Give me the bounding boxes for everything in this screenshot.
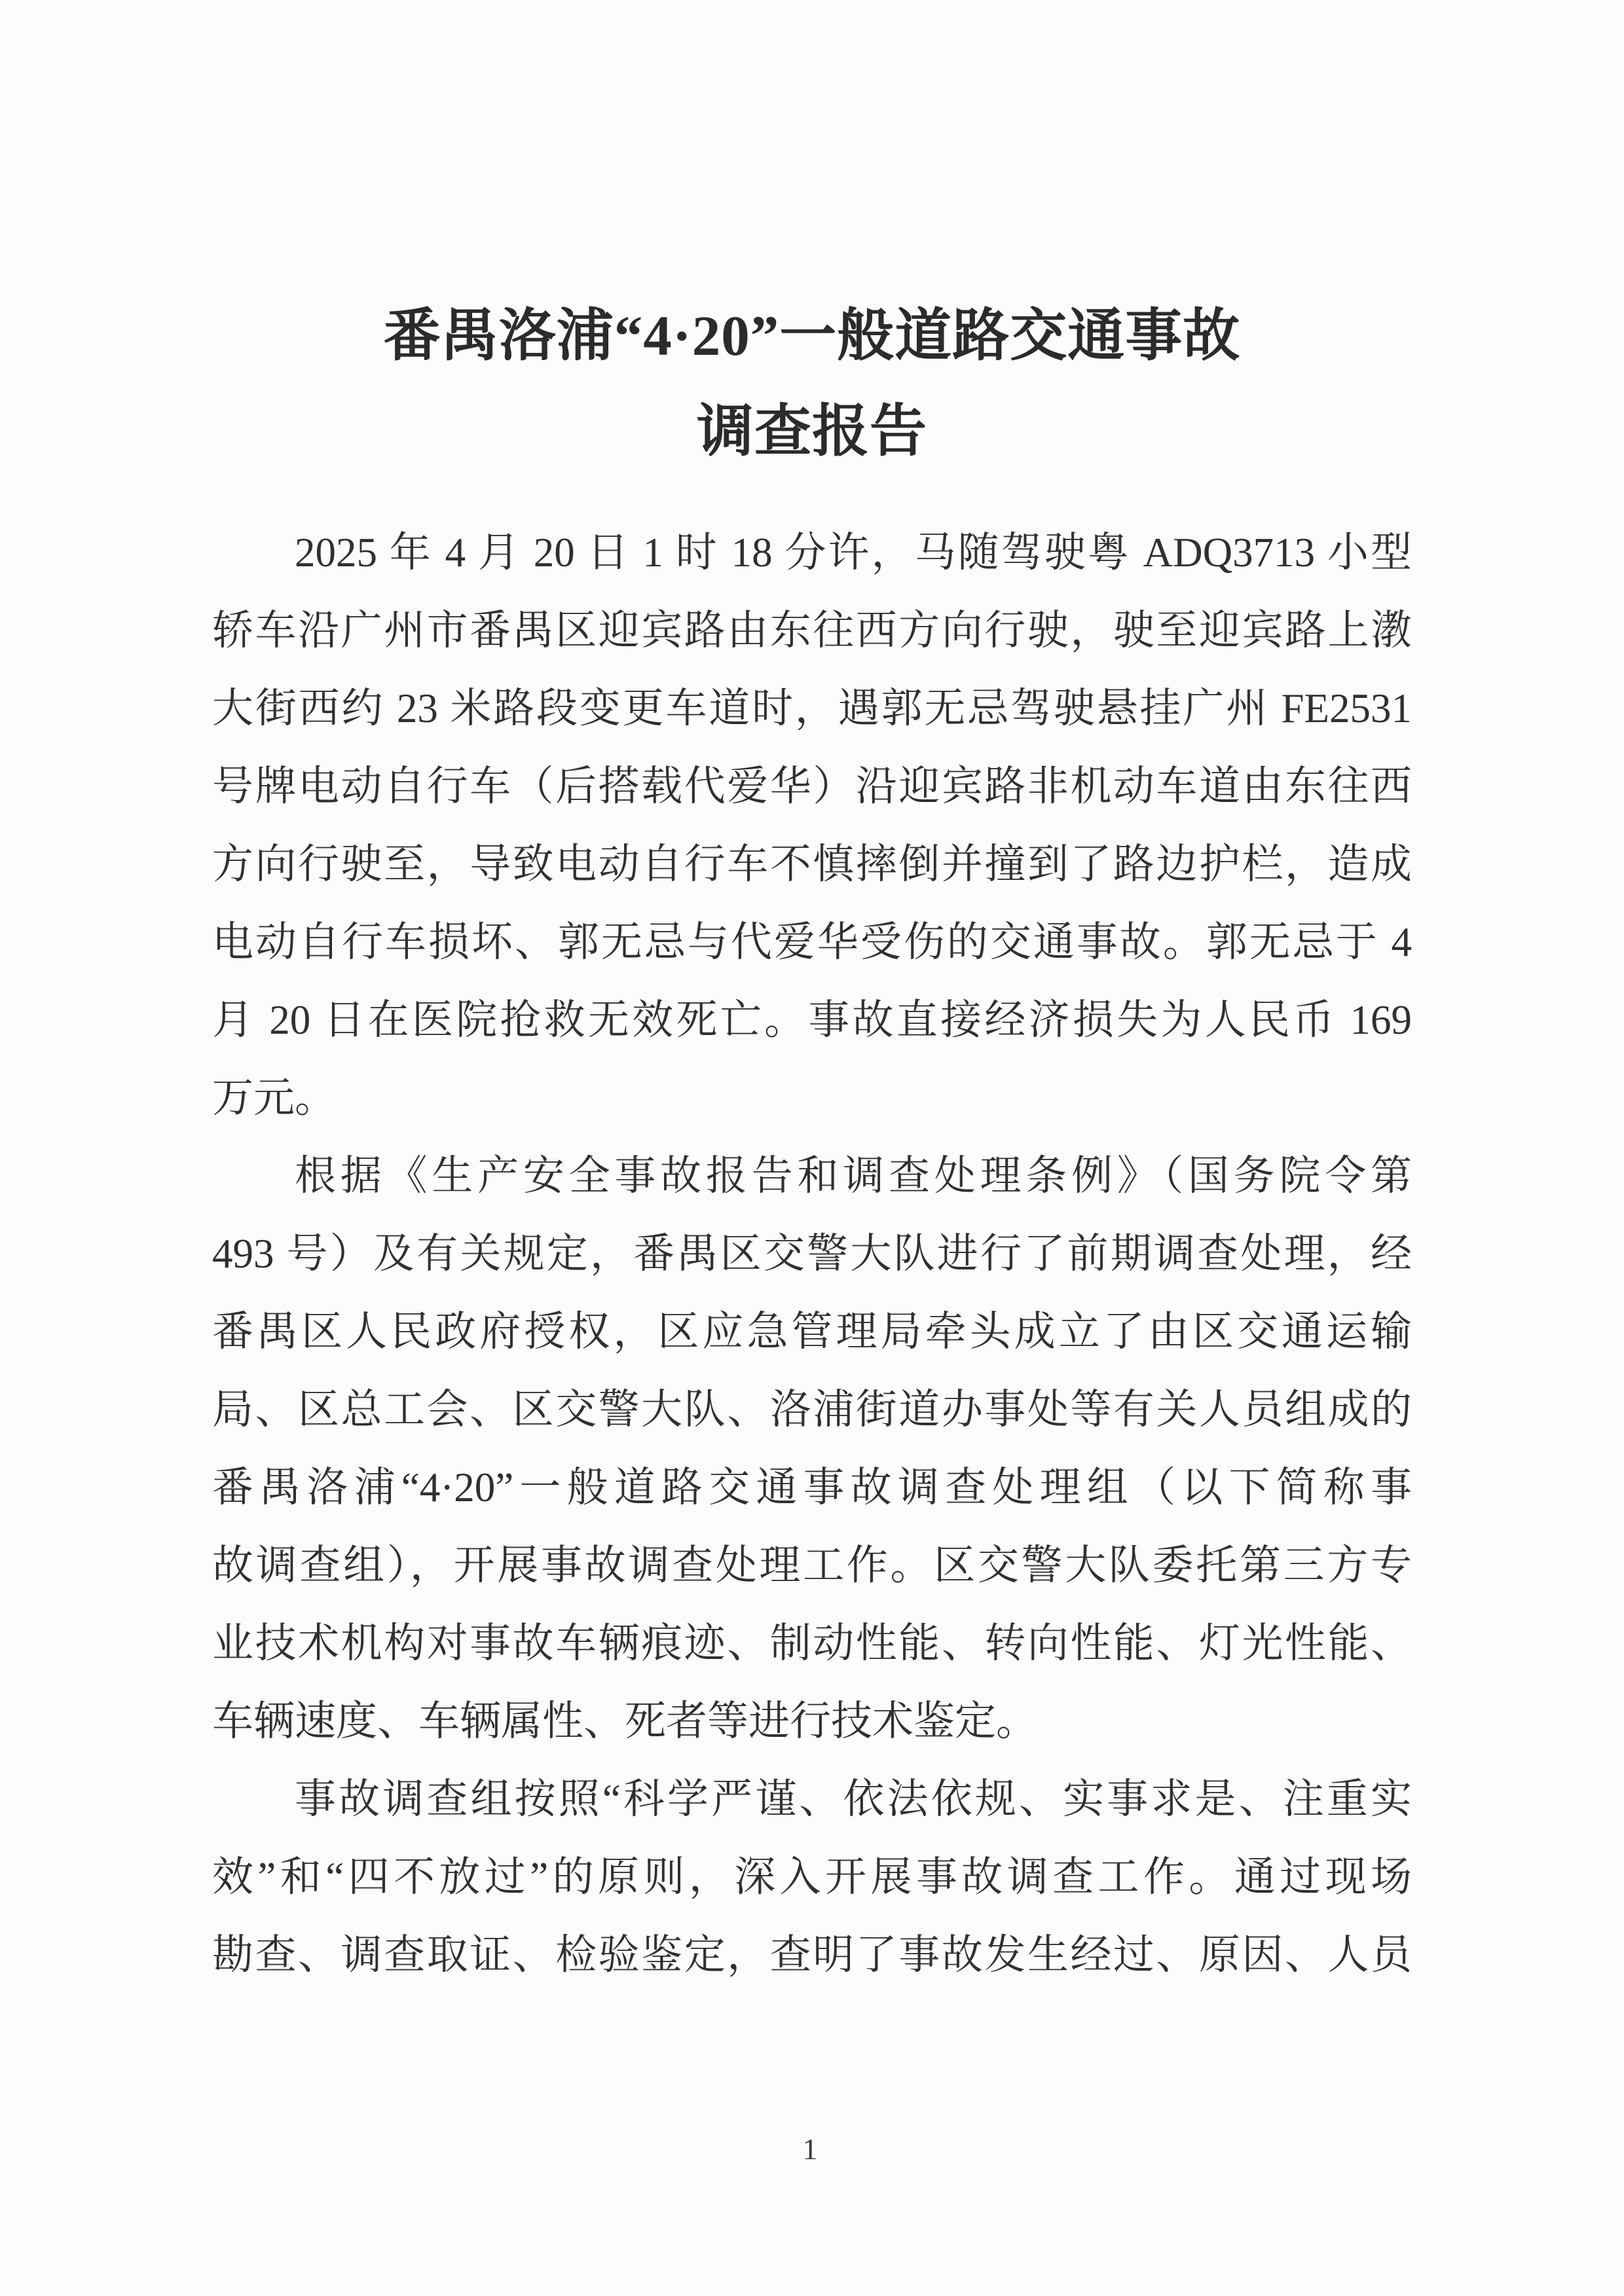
body-line: 番禺洛浦“4·20”一般道路交通事故调查处理组（以下简称事 (212, 1465, 1412, 1510)
report-title (0, 288, 1624, 479)
page-number: 1 (802, 2132, 818, 2166)
body-line: 大街西约 23 米路段变更车道时，遇郭无忌驾驶悬挂广州 FE2531 (212, 685, 1412, 731)
body-line: 番禺区人民政府授权，区应急管理局牵头成立了由区交通运输 (212, 1309, 1412, 1355)
body-line: 号牌电动自行车（后搭载代爱华）沿迎宾路非机动车道由东往西 (212, 763, 1412, 809)
body-line: 493 号）及有关规定，番禺区交警大队进行了前期调查处理，经 (212, 1231, 1412, 1277)
body-line: 事故调查组按照“科学严谨、依法依规、实事求是、注重实 (295, 1776, 1412, 1822)
paragraph-investigation-team (212, 1137, 1412, 1760)
paragraph-accident-overview (212, 514, 1412, 1137)
report-title-line-1: 番禺洛浦“4·20”一般道路交通事故 (383, 304, 1241, 367)
body-line: 局、区总工会、区交警大队、洛浦街道办事处等有关人员组成的 (212, 1387, 1412, 1432)
body-line: 月 20 日在医院抢救无效死亡。事故直接经济损失为人民币 169 (212, 997, 1412, 1043)
body-line: 根据《生产安全事故报告和调查处理条例》（国务院令第 (295, 1153, 1412, 1199)
body-line: 方向行驶至，导致电动自行车不慎摔倒并撞到了路边护栏，造成 (212, 841, 1412, 887)
body-line: 电动自行车损坏、郭无忌与代爱华受伤的交通事故。郭无忌于 4 (212, 919, 1412, 965)
body-line: 业技术机构对事故车辆痕迹、制动性能、转向性能、灯光性能、 (212, 1620, 1412, 1666)
body-line: 万元。 (212, 1075, 336, 1121)
body-line: 车辆速度、车辆属性、死者等进行技术鉴定。 (212, 1698, 1037, 1744)
body-line: 轿车沿广州市番禺区迎宾路由东往西方向行驶，驶至迎宾路上漖 (212, 608, 1412, 653)
body-line: 2025 年 4 月 20 日 1 时 18 分许，马随驾驶粤 ADQ3713 小型 (295, 530, 1412, 575)
body-line: 效”和“四不放过”的原则，深入开展事故调查工作。通过现场 (212, 1854, 1412, 1900)
paragraph-investigation-principles (212, 1760, 1412, 1994)
report-body (212, 514, 1412, 1994)
body-line: 勘查、调查取证、检验鉴定，查明了事故发生经过、原因、人员 (212, 1932, 1412, 1978)
report-title-line-2: 调查报告 (697, 399, 927, 463)
body-line: 故调查组），开展事故调查处理工作。区交警大队委托第三方专 (212, 1542, 1412, 1588)
